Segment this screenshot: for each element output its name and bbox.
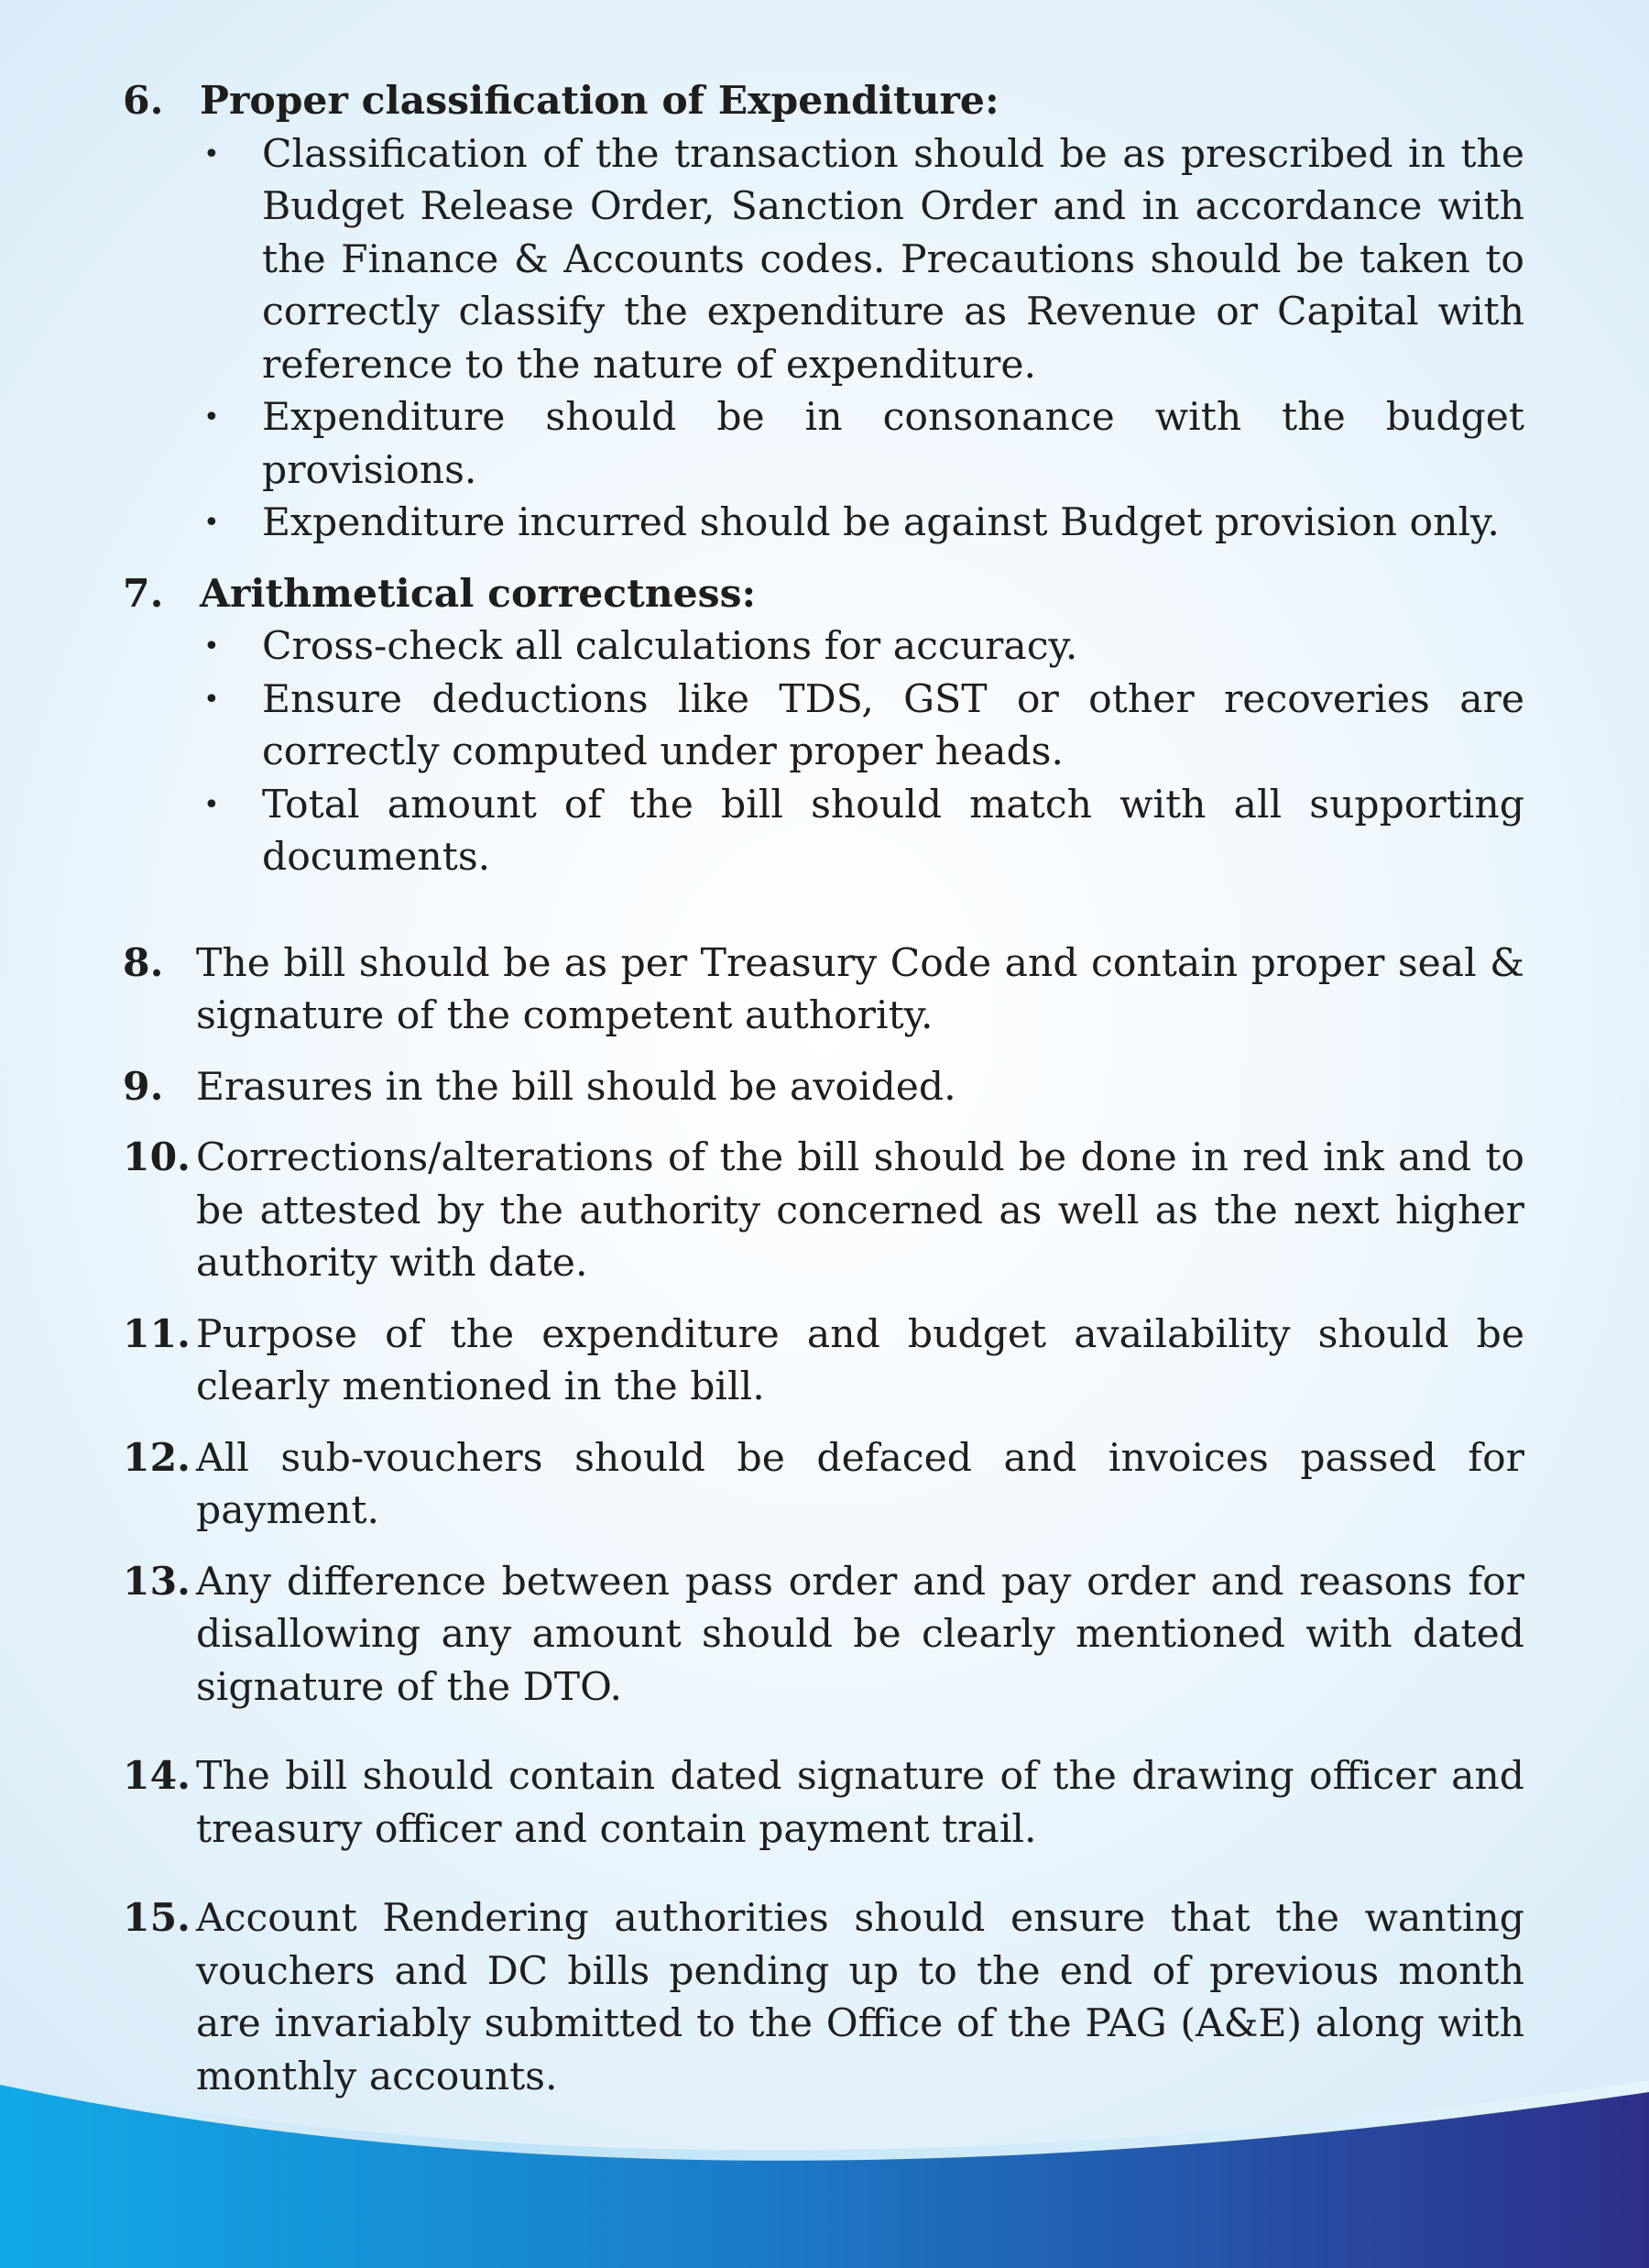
- item-text: Corrections/alterations of the bill should be done in red ink and to be attested by the authority concerned as well as the next higher authority with date.: [196, 1135, 1524, 1286]
- bullet-text: Expenditure incurred should be against Budget provision only.: [262, 500, 1500, 545]
- list-item-9: [123, 1061, 1524, 1114]
- bullet-icon: •: [203, 683, 220, 716]
- bullet-text: Expenditure should be in consonance with the budget provisions.: [262, 395, 1524, 493]
- bullet-icon: •: [203, 788, 220, 821]
- list-item-14: [123, 1750, 1524, 1856]
- list-item-13: [123, 1556, 1524, 1715]
- item-text: The bill should contain dated signature of the drawing officer and treasury officer and contain payment trail.: [196, 1754, 1524, 1852]
- bullet-text: Cross-check all calculations for accuracy.: [262, 624, 1078, 669]
- document-body: [123, 75, 1524, 2103]
- item-number: 11.: [123, 1310, 191, 1357]
- item-number: 14.: [123, 1753, 191, 1799]
- bullet-text: Ensure deductions like TDS, GST or other recoveries are correctly computed under proper heads.: [262, 676, 1524, 774]
- bullet-icon: •: [203, 507, 220, 539]
- item-number: 10.: [123, 1134, 191, 1180]
- item-number: 9.: [123, 1063, 164, 1110]
- item-text: Purpose of the expenditure and budget availability should be clearly mentioned in the bill.: [196, 1311, 1524, 1409]
- list-item-8: [123, 937, 1524, 1043]
- item-text: The bill should be as per Treasury Code and contain proper seal & signature of the competent authority.: [196, 940, 1524, 1038]
- item-number: 12.: [123, 1434, 191, 1481]
- bullet-item: [200, 674, 1524, 779]
- bullet-text: Total amount of the bill should match with all supporting documents.: [262, 782, 1524, 880]
- section-heading: [123, 568, 1524, 621]
- section-number: 6.: [123, 78, 164, 124]
- list-item-12: [123, 1432, 1524, 1538]
- section-6: [123, 75, 1524, 550]
- item-number: 15.: [123, 1895, 191, 1941]
- section-title: Proper classification of Expenditure:: [200, 78, 999, 124]
- item-number: 13.: [123, 1558, 191, 1605]
- list-item-10: [123, 1132, 1524, 1290]
- item-text: All sub-vouchers should be defaced and invoices passed for payment.: [196, 1435, 1524, 1533]
- bullet-item: [200, 620, 1524, 674]
- bullet-item: [200, 128, 1524, 392]
- bullet-icon: •: [203, 401, 220, 433]
- bullet-item: [200, 779, 1524, 884]
- section-number: 7.: [123, 570, 164, 617]
- item-number: 8.: [123, 939, 164, 986]
- bullet-list: [123, 128, 1524, 550]
- section-title: Arithmetical correctness:: [200, 570, 757, 617]
- section-7: [123, 568, 1524, 884]
- item-text: Account Rendering authorities should ensure that the wanting vouchers and DC bills pending up to the end of previous month are invariably submitted to the Office of the PAG (A&E) along with monthly accounts.: [196, 1896, 1524, 2099]
- footer-wave-decoration: [0, 2057, 1649, 2268]
- item-text: Any difference between pass order and pay order and reasons for disallowing any amount should be clearly mentioned with dated signature of the DTO.: [196, 1559, 1524, 1710]
- bullet-item: [200, 391, 1524, 497]
- list-item-11: [123, 1309, 1524, 1414]
- bullet-icon: •: [203, 137, 220, 170]
- bullet-item: [200, 497, 1524, 550]
- bullet-text: Classification of the transaction should be as prescribed in the Budget Release Order, Sanction Order and in accordance with the Finance & Accounts codes. Precautions should be taken to correctly classify the expenditure as Revenue or Capital with reference to the nature of expenditure.: [262, 131, 1524, 388]
- wave-fill: [0, 2085, 1649, 2268]
- section-heading: [123, 75, 1524, 128]
- bullet-list: [123, 620, 1524, 884]
- bullet-icon: •: [203, 630, 220, 663]
- item-text: Erasures in the bill should be avoided.: [196, 1064, 956, 1110]
